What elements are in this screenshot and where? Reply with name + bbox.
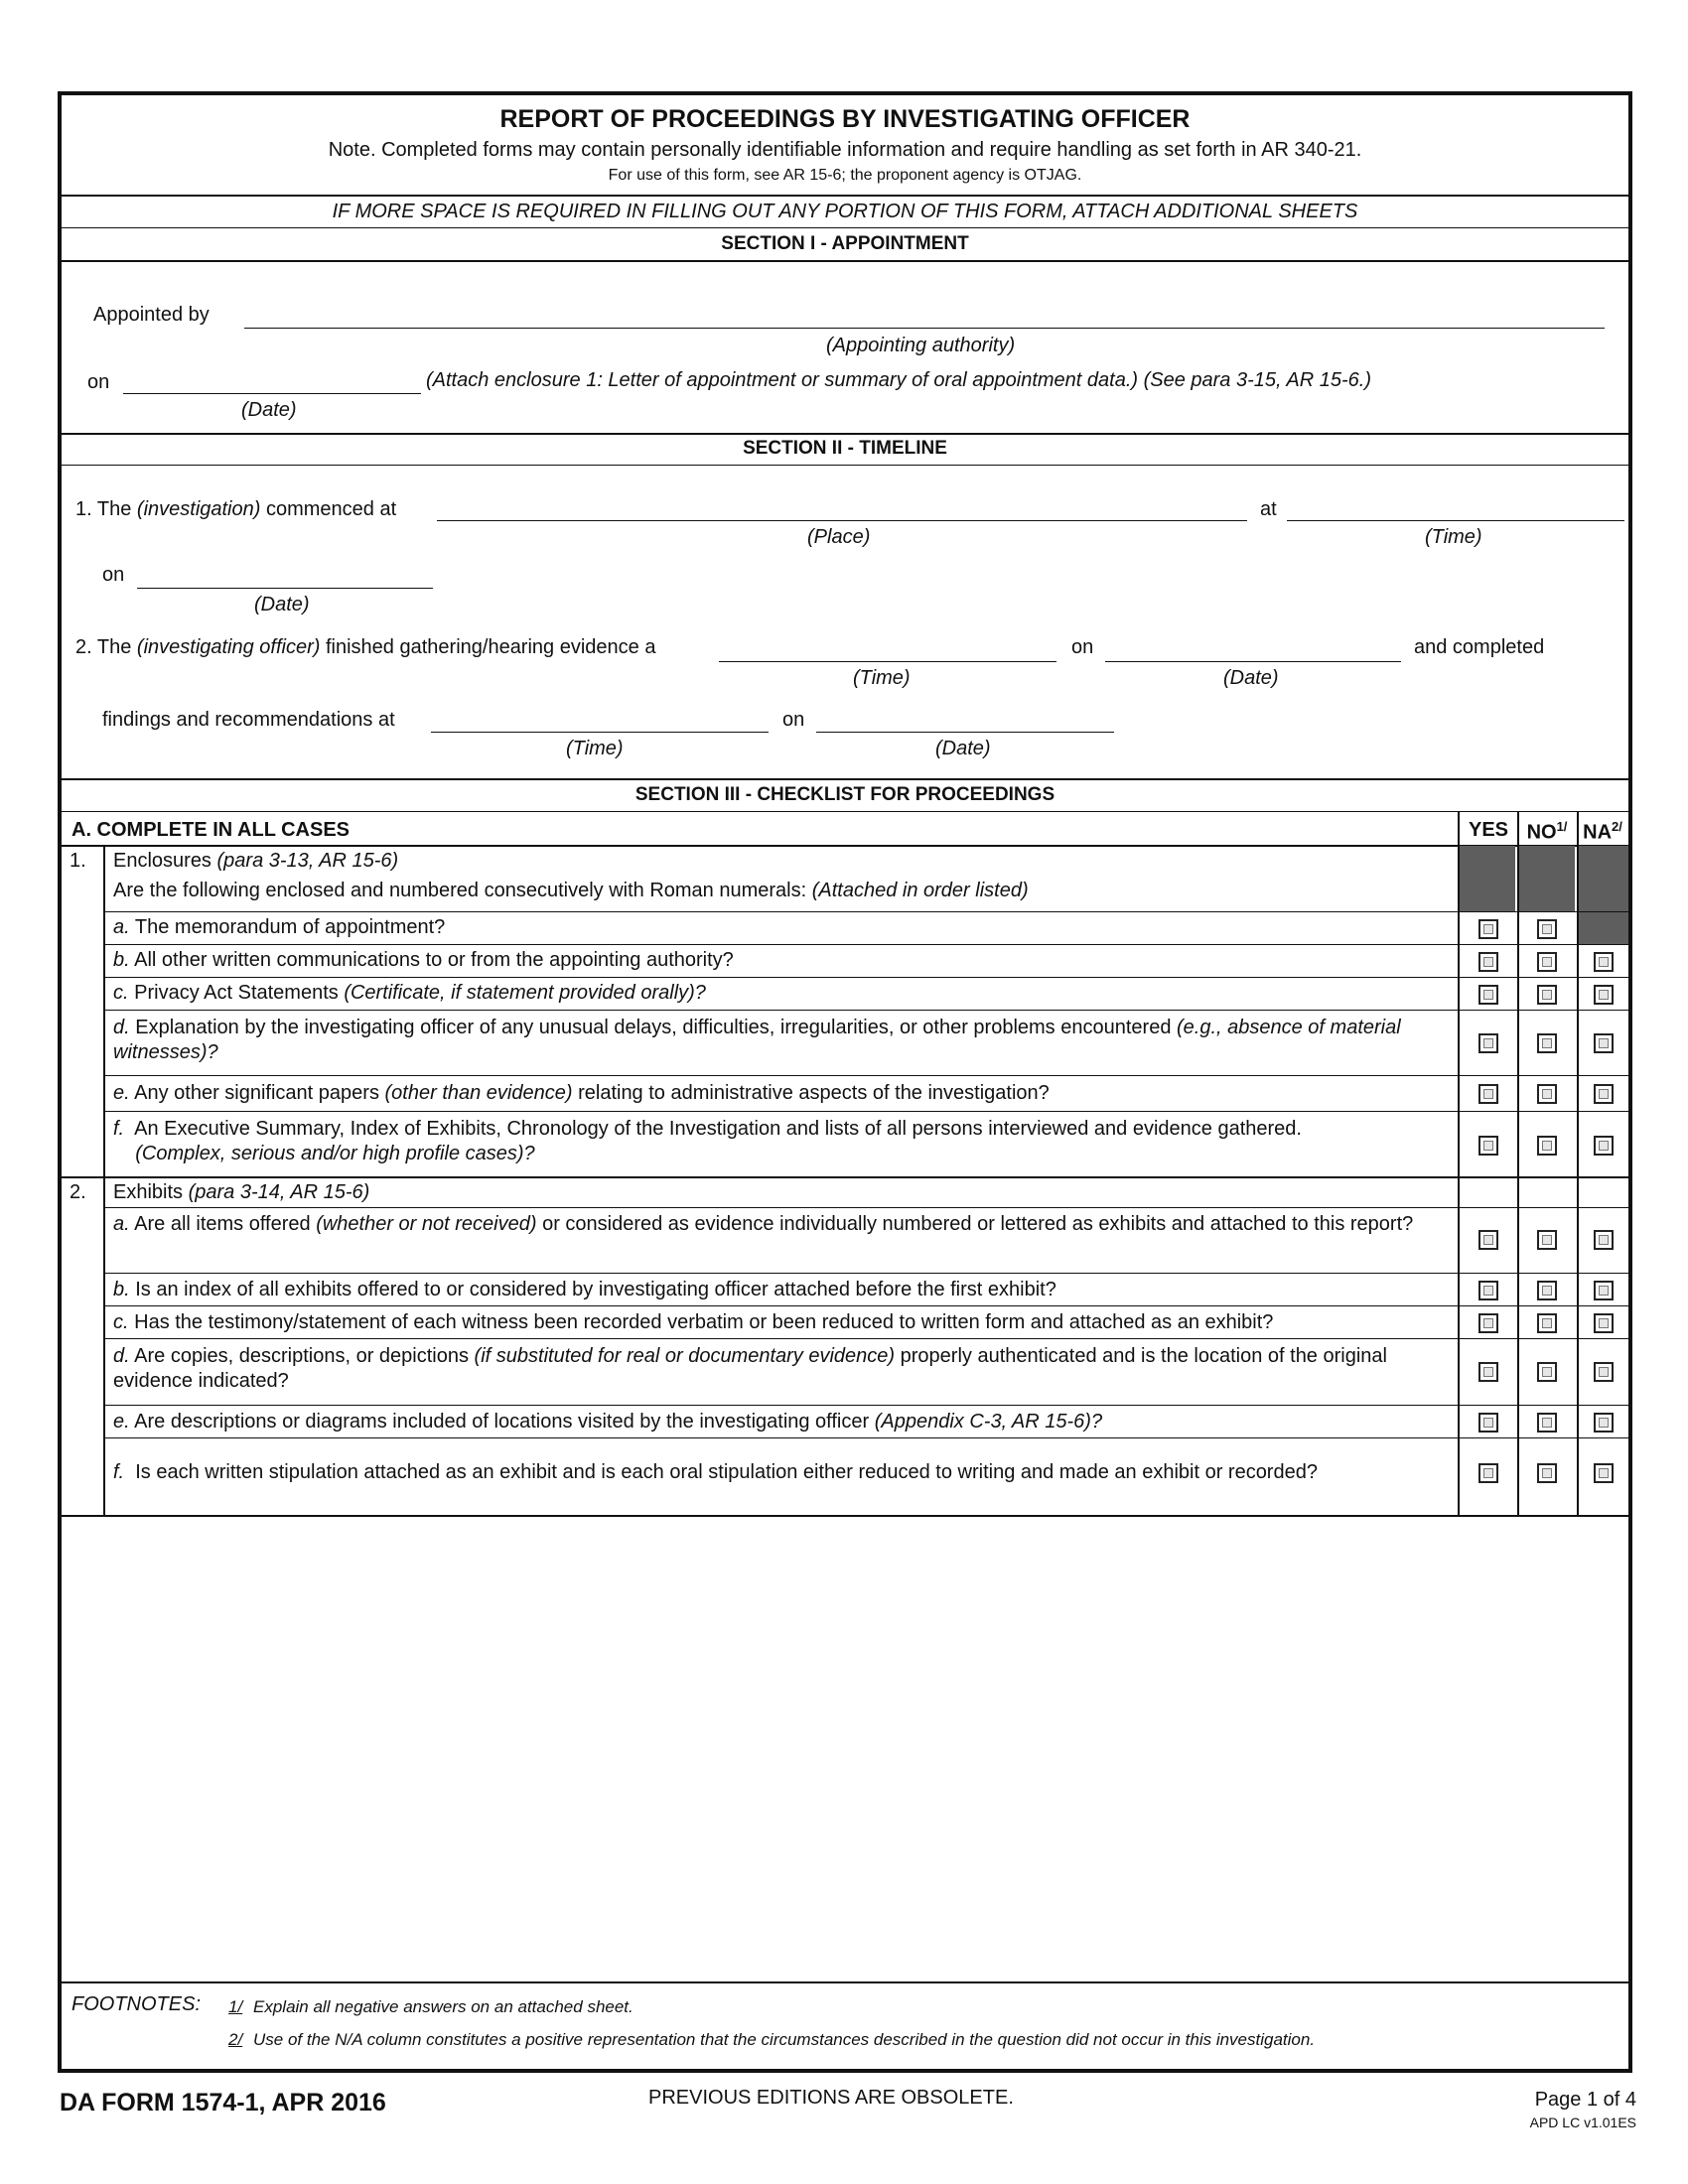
group-2-title: Exhibits (para 3-14, AR 15-6) [113,1181,370,1203]
footnotes-label: FOOTNOTES: [71,1993,201,2015]
group-1-title: Enclosures (para 3-13, AR 15-6) [113,850,399,872]
checkbox-2d-no[interactable] [1537,1362,1557,1382]
checkbox-1b-na[interactable] [1594,952,1614,972]
row-divider [103,1305,1628,1306]
timeline-line-1: 1. The (investigation) commenced at [75,498,397,520]
on-label: on [102,564,125,586]
checkbox-2d-yes[interactable] [1478,1362,1498,1382]
group-2-number: 2. [70,1181,86,1203]
divider [62,433,1628,435]
shaded-cell [1579,912,1628,944]
space-notice: IF MORE SPACE IS REQUIRED IN FILLING OUT ANY PORTION OF THIS FORM, ATTACH ADDITIONAL SHEETS [332,201,1358,222]
checkbox-2c-no[interactable] [1537,1313,1557,1333]
privacy-note: Note. Completed forms may contain personally identifiable information and require handling as set forth in AR 340-21. [328,139,1362,161]
checkbox-1b-no[interactable] [1537,952,1557,972]
checkbox-2b-yes[interactable] [1478,1281,1498,1300]
checkbox-1d-no[interactable] [1537,1033,1557,1053]
group-1-description: Are the following enclosed and numbered consecutively with Roman numerals: (Attached in order listed) [113,880,1029,901]
at-label: at [1260,498,1277,520]
row-divider [103,911,1628,912]
checkbox-2b-na[interactable] [1594,1281,1614,1300]
item-2c: c. Has the testimony/statement of each witness been recorded verbatim or been reduced to written form and attached as an exhibit? [113,1311,1274,1333]
form-frame [58,91,1632,2073]
checkbox-2e-yes[interactable] [1478,1413,1498,1433]
divider [62,195,1628,197]
checkbox-2e-na[interactable] [1594,1413,1614,1433]
checkbox-2d-na[interactable] [1594,1362,1614,1382]
checkbox-2f-na[interactable] [1594,1463,1614,1483]
on-label: on [87,371,110,393]
commenced-date-field[interactable] [137,588,433,589]
row-divider [103,977,1628,978]
time-caption: (Time) [1425,526,1482,548]
col-no-header: $NO^{1/}$ [1526,819,1568,844]
row-divider [103,1207,1628,1208]
checkbox-1c-no[interactable] [1537,985,1557,1005]
date-caption: (Date) [935,738,991,759]
shaded-cell [1460,846,1515,911]
attach-enclosure-note: (Attach enclosure 1: Letter of appointment or summary of oral appointment data.) (See para 3-15, AR 15-6.) [426,369,1371,391]
findings-date-field[interactable] [816,732,1114,733]
checkbox-1d-yes[interactable] [1478,1033,1498,1053]
col-yes-header: YES [1468,819,1509,841]
divider [62,260,1628,262]
checkbox-1a-no[interactable] [1537,919,1557,939]
date-caption: (Date) [1223,667,1279,689]
section-3-title: SECTION III - CHECKLIST FOR PROCEEDINGS [634,784,1055,805]
checkbox-2b-no[interactable] [1537,1281,1557,1300]
checkbox-2c-yes[interactable] [1478,1313,1498,1333]
shaded-cell [1519,846,1575,911]
checkbox-1b-yes[interactable] [1478,952,1498,972]
item-1e: e. Any other significant papers (other than evidence) relating to administrative aspects of the investigation? [113,1082,1050,1104]
item-1a: a. The memorandum of appointment? [113,916,446,938]
group-1-number: 1. [70,850,86,872]
checkbox-2a-yes[interactable] [1478,1230,1498,1250]
item-1b: b. All other written communications to or from the appointing authority? [113,949,734,971]
page-number: Page 1 of 4 [1534,2089,1636,2111]
divider [62,227,1628,228]
appointing-authority-caption: (Appointing authority) [826,335,1016,356]
and-completed-label: and completed [1414,636,1545,658]
form-identifier: DA FORM 1574-1, APR 2016 [60,2089,386,2116]
row-divider [62,1176,1628,1178]
time-caption: (Time) [566,738,624,759]
row-divider [103,1075,1628,1076]
evidence-date-field[interactable] [1105,661,1401,662]
checkbox-2a-na[interactable] [1594,1230,1614,1250]
form-title: REPORT OF PROCEEDINGS BY INVESTIGATING OFFICER [499,105,1191,133]
row-divider [103,1405,1628,1406]
checkbox-1e-na[interactable] [1594,1084,1614,1104]
item-2d: d. Are copies, descriptions, or depictions (if substituted for real or documentary evidence) properly authenticated and is the location of the original evidence indicated? [113,1345,1387,1392]
checkbox-2c-na[interactable] [1594,1313,1614,1333]
checkbox-1f-yes[interactable] [1478,1136,1498,1156]
checkbox-1f-no[interactable] [1537,1136,1557,1156]
on-label: on [1071,636,1094,658]
checklist-subhead: A. COMPLETE IN ALL CASES [71,819,351,841]
item-2f: f. Is each written stipulation attached as an exhibit and is each oral stipulation either reduced to writing and made an exhibit or recorded? [113,1461,1318,1483]
appointed-by-label: Appointed by [93,304,210,326]
table-bottom [62,1515,1628,1517]
checkbox-2f-no[interactable] [1537,1463,1557,1483]
checklist-table [62,811,1628,1517]
section-1-title: SECTION I - APPOINTMENT [721,233,969,254]
checkbox-2e-no[interactable] [1537,1413,1557,1433]
checkbox-2f-yes[interactable] [1478,1463,1498,1483]
divider [62,465,1628,466]
checkbox-1c-yes[interactable] [1478,985,1498,1005]
section-2-title: SECTION II - TIMELINE [743,438,947,459]
item-2e: e. Are descriptions or diagrams included of locations visited by the investigating officer (Appendix C-3, AR 15-6)? [113,1411,1103,1433]
row-divider [62,845,1628,847]
footnote-2-text: Use of the N/A column constitutes a positive representation that the circumstances described in the question did not occur in this investigation. [253,2030,1316,2049]
date-caption: (Date) [241,399,297,421]
findings-label: findings and recommendations at [102,709,395,731]
checkbox-1e-yes[interactable] [1478,1084,1498,1104]
on-label: on [782,709,805,731]
timeline-line-2: 2. The (investigating officer) finished gathering/hearing evidence a [75,636,656,658]
col-divider [1517,811,1519,1517]
checkbox-1e-no[interactable] [1537,1084,1557,1104]
checkbox-2a-no[interactable] [1537,1230,1557,1250]
commenced-place-field[interactable] [437,520,1247,521]
date-caption: (Date) [254,594,310,615]
version-label: APD LC v1.01ES [1529,2115,1636,2130]
item-1f: f. An Executive Summary, Index of Exhibits, Chronology of the Investigation and lists of all persons interviewed and evidence gathered. (Complex, serious and/or high profile cases)? [113,1118,1302,1164]
item-1c: c. Privacy Act Statements (Certificate, if statement provided orally)? [113,982,706,1004]
row-divider [103,1338,1628,1339]
item-1d: d. Explanation by the investigating officer of any unusual delays, difficulties, irregularities, or other problems encountered (e.g., absence of material witnesses)? [113,1017,1401,1063]
col-divider [1458,811,1460,1517]
row-divider [103,1437,1628,1438]
appointment-date-field[interactable] [123,393,421,394]
checkbox-1c-na[interactable] [1594,985,1614,1005]
row-divider [103,1273,1628,1274]
findings-time-field[interactable] [431,732,769,733]
col-na-header: $NA^{2/}$ [1583,819,1622,844]
evidence-time-field[interactable] [719,661,1056,662]
row-divider [103,1111,1628,1112]
commenced-time-field[interactable] [1287,520,1624,521]
appointing-authority-field[interactable] [244,328,1605,329]
obsolete-notice: PREVIOUS EDITIONS ARE OBSOLETE. [648,2087,1014,2109]
divider [62,778,1628,780]
divider [62,1981,1628,1983]
checkbox-1a-yes[interactable] [1478,919,1498,939]
checkbox-1f-na[interactable] [1594,1136,1614,1156]
shaded-cell [1579,846,1628,911]
row-divider [103,1010,1628,1011]
place-caption: (Place) [807,526,871,548]
item-2b: b. Is an index of all exhibits offered to or considered by investigating officer attached before the first exhibit? [113,1279,1056,1300]
num-divider [103,845,105,1517]
row-divider [103,944,1628,945]
footnote-1-marker: 1/ [228,1997,243,2016]
for-use-note: For use of this form, see AR 15-6; the proponent agency is OTJAG. [608,167,1082,184]
checkbox-1d-na[interactable] [1594,1033,1614,1053]
item-2a: a. Are all items offered (whether or not received) or considered as evidence individually numbered or lettered as exhibits and attached to this report? [113,1213,1414,1235]
time-caption: (Time) [853,667,911,689]
footnote-1-text: Explain all negative answers on an attached sheet. [253,1997,633,2016]
footnote-2-marker: 2/ [228,2030,243,2049]
